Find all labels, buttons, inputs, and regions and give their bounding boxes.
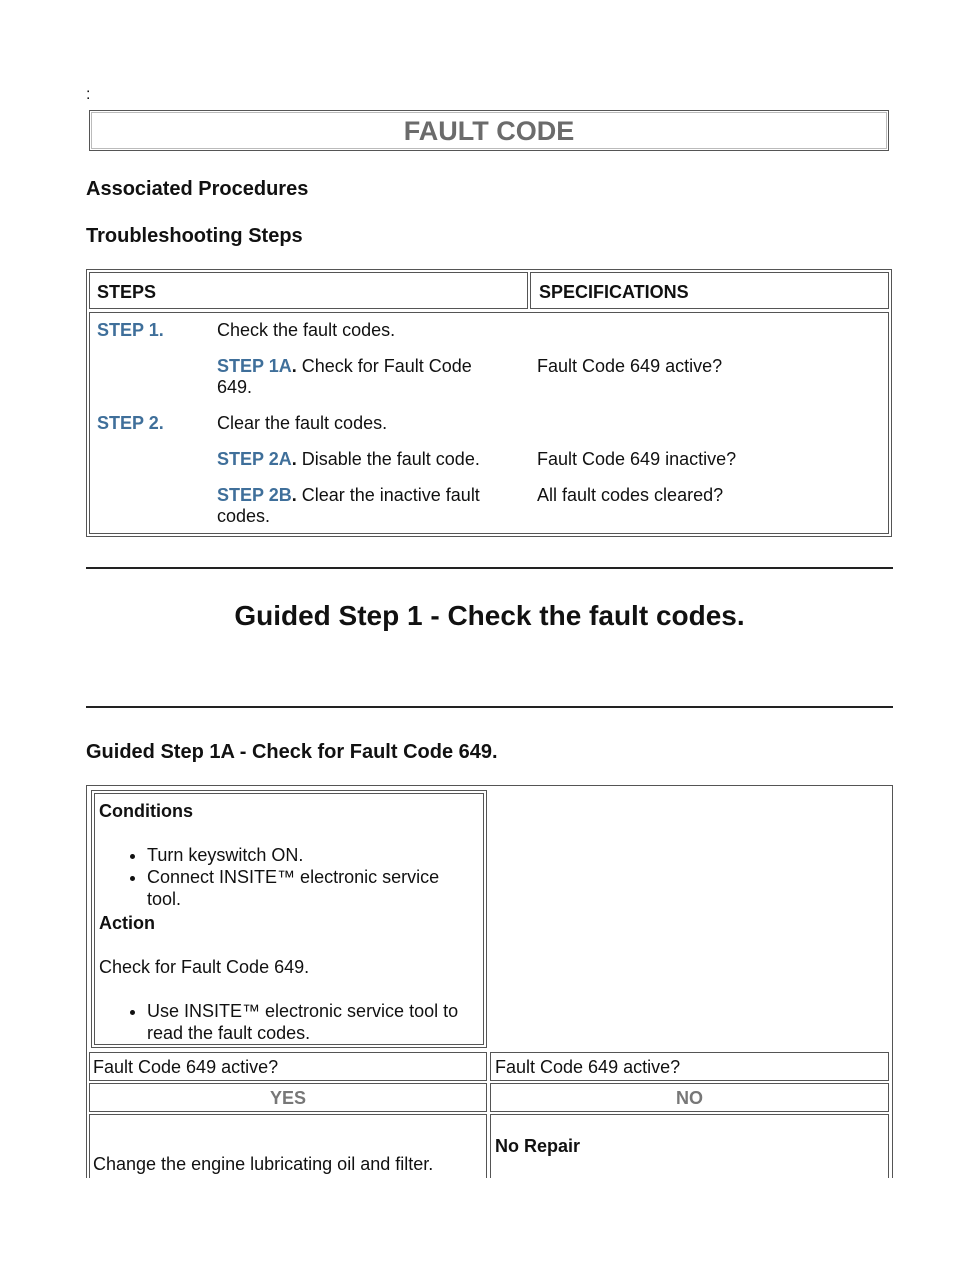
step-2-text: Clear the fault codes.: [217, 413, 388, 433]
guided-step-1-title: Guided Step 1 - Check the fault codes.: [234, 600, 745, 631]
specs-header-cell: [530, 272, 889, 309]
step-1a-text-cont: 649.: [217, 377, 253, 397]
conditions-heading: Conditions: [99, 801, 193, 821]
step-2b-dot: .: [291, 485, 297, 505]
question-right-cell: [490, 1052, 889, 1081]
question-left-cell: [89, 1052, 487, 1081]
action-text: Check for Fault Code 649.: [99, 957, 310, 977]
guided-step-1a-title: Guided Step 1A - Check for Fault Code 649.: [86, 741, 498, 763]
action-item-text-cont: read the fault codes.: [147, 1023, 311, 1043]
no-result: No Repair: [495, 1136, 581, 1156]
troubleshooting-steps-heading: Troubleshooting Steps: [86, 225, 303, 247]
fault-code-title: FAULT CODE: [403, 116, 575, 146]
step-1a-text: Check for Fault Code: [296, 356, 472, 376]
no-result-cell: [490, 1114, 889, 1184]
action-item-text: Use INSITE™ electronic service tool to: [147, 1001, 459, 1021]
conditions-action-box: [94, 793, 484, 1045]
step-2b-text-cont: codes.: [217, 506, 271, 526]
step-2b-text: Clear the inactive fault: [296, 485, 480, 505]
step-1a-spec: Fault Code 649 active?: [537, 356, 723, 376]
step-2a-dot: .: [291, 449, 297, 469]
action-item: [147, 1000, 531, 1044]
step-2a-text: Disable the fault code.: [296, 449, 480, 469]
step-2a-row: [217, 449, 517, 470]
condition-item-text-cont: tool.: [147, 889, 182, 909]
action-heading: Action: [99, 913, 155, 933]
step-1-text: Check the fault codes.: [217, 320, 396, 340]
page-bottom-margin: [0, 1178, 979, 1267]
step-2b-spec: All fault codes cleared?: [537, 485, 724, 505]
yes-cell: [89, 1083, 487, 1112]
step-2-link[interactable]: STEP 2.: [97, 413, 164, 433]
no-cell: [490, 1083, 889, 1112]
step-1a-row: [217, 356, 517, 398]
conditions-list: [99, 844, 527, 910]
specifications-column-header: SPECIFICATIONS: [539, 282, 689, 302]
step-2a-spec: Fault Code 649 inactive?: [537, 449, 737, 469]
yes-result-cell: [89, 1114, 487, 1184]
question-left: Fault Code 649 active?: [93, 1057, 279, 1077]
question-right: Fault Code 649 active?: [495, 1057, 681, 1077]
step-1a-dot: .: [291, 356, 297, 376]
fault-code-banner: [89, 110, 889, 151]
steps-header-cell: [89, 272, 528, 309]
action-list: [99, 1000, 531, 1044]
leading-colon: :: [86, 86, 91, 103]
no-label: NO: [676, 1088, 703, 1108]
step-2b-link[interactable]: STEP 2B: [217, 485, 292, 505]
condition-item: [147, 866, 527, 910]
divider-bottom: [86, 706, 893, 708]
divider-top: [86, 567, 893, 569]
step-1a-link[interactable]: STEP 1A: [217, 356, 292, 376]
step-2b-row: [217, 485, 517, 527]
condition-item: • Turn keyswitch ON.: [147, 844, 527, 866]
yes-result: Change the engine lubricating oil and filter.: [93, 1154, 434, 1174]
steps-column-header: STEPS: [97, 282, 157, 302]
yes-label: YES: [269, 1088, 307, 1108]
condition-item-text: Connect INSITE™ electronic service: [147, 867, 440, 887]
step-1-link[interactable]: STEP 1.: [97, 320, 164, 340]
associated-procedures-heading: Associated Procedures: [86, 178, 309, 200]
step-2a-link[interactable]: STEP 2A: [217, 449, 292, 469]
